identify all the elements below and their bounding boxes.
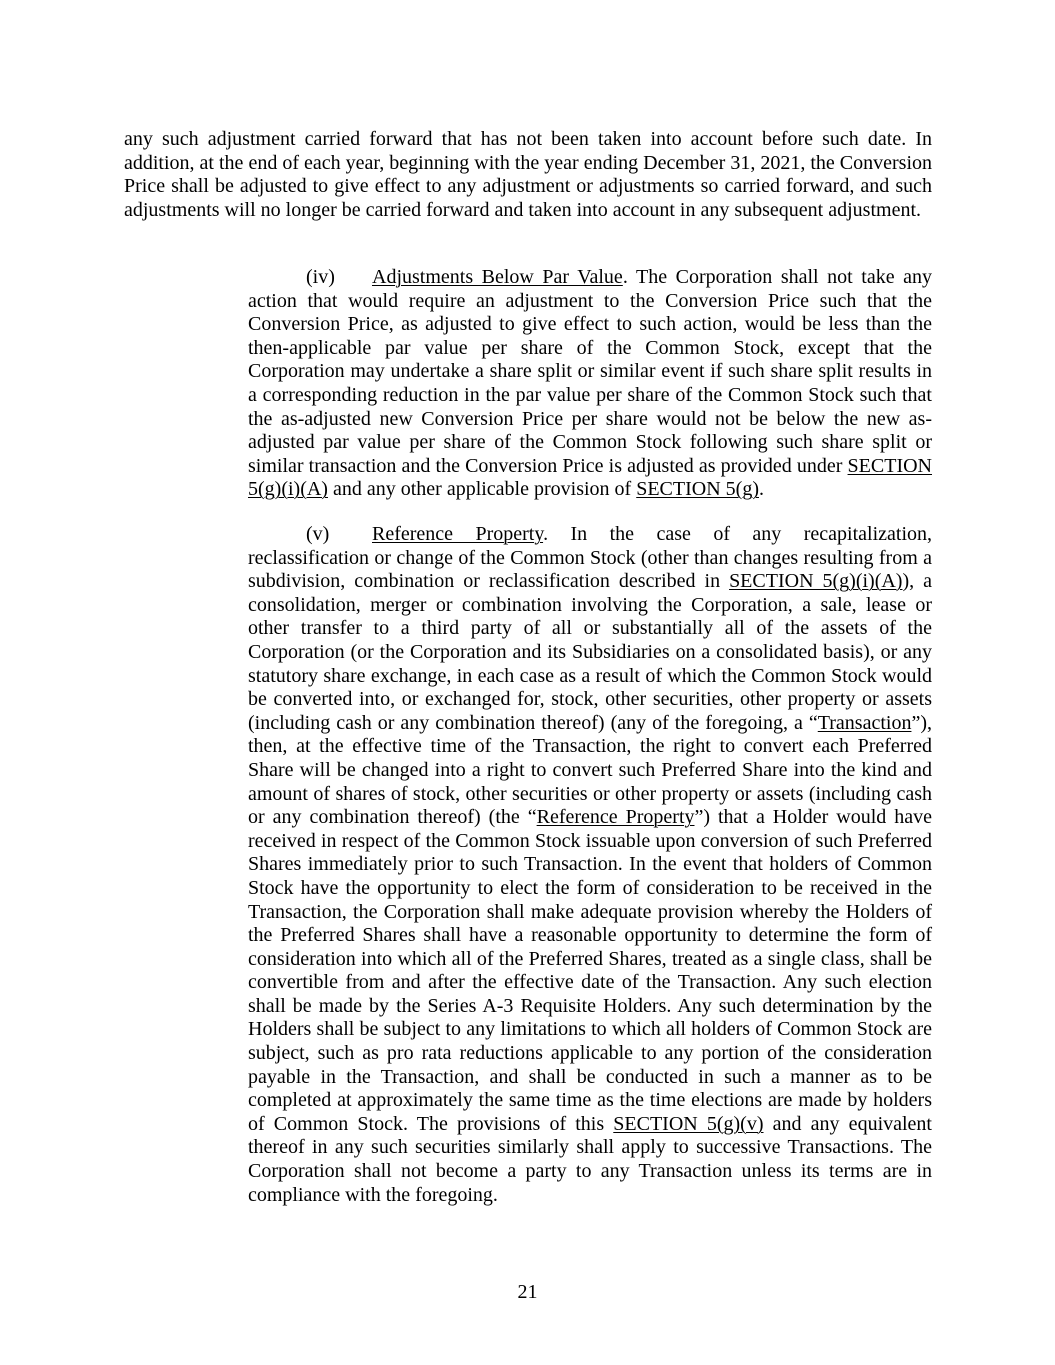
section-reference: SECTION 5(g) xyxy=(636,478,759,501)
section-text: and any equivalent thereof in any such securities similarly shall apply to successive Transactions. The Corporation shall not become a party to any Transaction unless its terms are in compliance with the foregoing. xyxy=(248,1112,932,1206)
section-iv-paragraph xyxy=(248,266,932,502)
heading-period: . xyxy=(543,523,549,545)
section-text: ), a consolidation, merger or combination involving the Corporation, a sale, lease or other transfer to a third party of all or substantially all of the assets of the Corporation (or the Corporation and its Subsidiaries on a consolidated basis), or any statutory share exchange, in each case as a result of which the Common Stock would be converted into, or exchanged for, stock, other securities, other property or assets (including cash or any combination thereof) (any of the foregoing, a “ xyxy=(248,570,932,734)
section-reference: SECTION 5(g)(v) xyxy=(613,1112,764,1135)
section-reference: SECTION 5(g)(i)(A) xyxy=(248,454,932,501)
section-text: In the case of any recapitalization, reclassification or change of the Common Stock (other than changes resulting from a subdivision, combination or reclassification described in xyxy=(248,523,932,593)
paragraph-continuation xyxy=(124,128,932,222)
defined-term: Reference Property xyxy=(536,806,695,829)
section-text: ”), then, at the effective time of the Transaction, the right to convert each Preferred Share will be changed into a right to convert such Preferred Share into the kind and amount of shares of stock, other securities or other property or assets (including cash or any combination thereof) (the “ xyxy=(248,711,932,829)
section-v-paragraph xyxy=(248,523,932,1207)
paragraph-text: any such adjustment carried forward that has not been taken into account before such date. In addition, at the end of each year, beginning with the year ending December 31, 2021, the Conversion Price shall be adjusted to give effect to any adjustment or adjustments so carried forward, and such adjustments will no longer be carried forward and taken into account in any subsequent adjustment. xyxy=(124,128,932,221)
heading-period: . xyxy=(622,266,628,288)
section-reference: SECTION 5(g)(i)(A) xyxy=(729,570,903,593)
defined-term: Transaction xyxy=(817,711,912,734)
page-number: 21 xyxy=(517,1281,538,1303)
section-heading: Reference Property xyxy=(372,523,544,545)
section-text: ”) that a Holder would have received in respect of the Common Stock issuable upon conversion of such Preferred Shares immediately prior to such Transaction. In the event that holders of Common Stock have the opportunity to elect the form of consideration to be received in the Transaction, the Corporation shall make adequate provision whereby the Holders of the Preferred Shares shall have a reasonable opportunity to determine the form of consideration into which all of the Preferred Shares, treated as a single class, shall be convertible from and after the effective date of the Transaction. Any such election shall be made by the Series A-3 Requisite Holders. Any such determination by the Holders shall be subject to any limitations to which all holders of Common Stock are subject, such as pro rata reductions applicable to any portion of the consideration payable in the Transaction, and shall be conducted in such a manner as to be completed at approximately the same time as the time elections are made by holders of Common Stock. The provisions of this xyxy=(248,806,933,1135)
section-number: (v) xyxy=(306,523,330,545)
section-text: The Corporation shall not take any action that would require an adjustment to the Conversion Price such that the Conversion Price, as adjusted to give effect to such action, would be less than the then-applicable par value per share of the Common Stock, except that the Corporation may undertake a share split or similar event if such share split results in a corresponding reduction in the par value per share of the Common Stock such that the as-adjusted new Conversion Price per share would not be below the new as-adjusted par value per share of the Common Stock following such share split or similar transaction and the Conversion Price is adjusted as provided under xyxy=(248,266,932,477)
section-text: and any other applicable provision of xyxy=(327,478,637,501)
section-number: (iv) xyxy=(306,266,335,288)
section-text: . xyxy=(758,478,764,501)
section-heading: Adjustments Below Par Value xyxy=(372,266,623,288)
